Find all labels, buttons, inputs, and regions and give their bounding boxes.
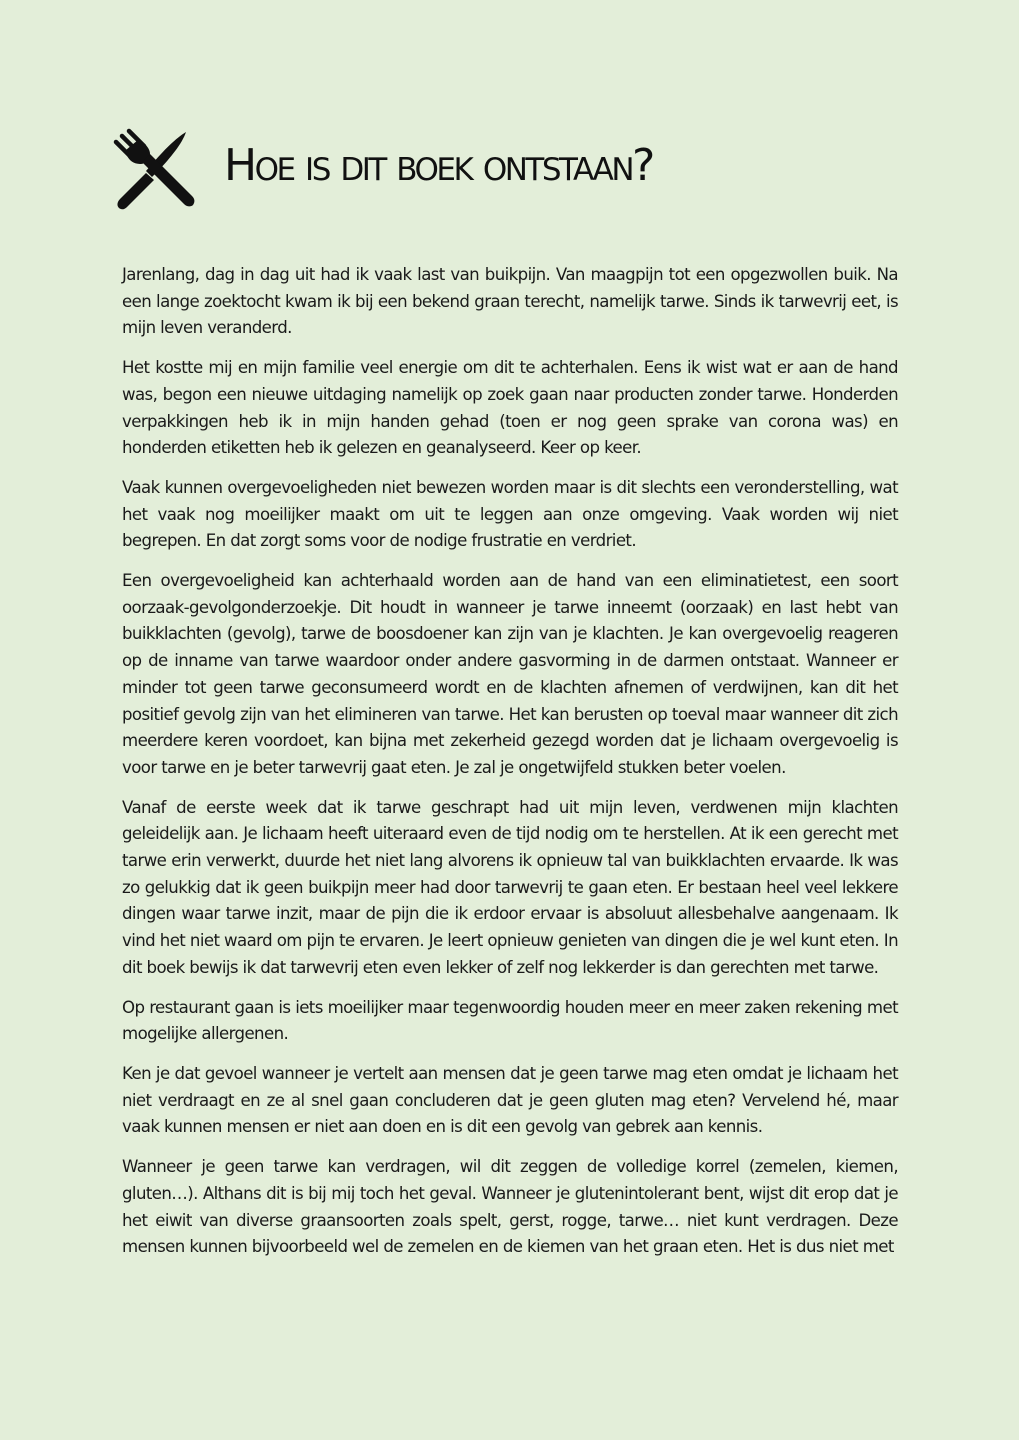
chapter-header <box>112 124 912 214</box>
paragraph: Jarenlang, dag in dag uit had ik vaak last van buikpijn. Van maagpijn tot een opgezwollen buik. Na een lange zoektocht kwam ik bij een bekend graan terecht, namelijk tarwe. Sinds ik tarwevrij eet, is mijn leven veranderd. <box>122 265 898 338</box>
paragraph: Wanneer je geen tarwe kan verdragen, wil dit zeggen de volledige korrel (zemelen, kiemen, gluten…). Althans dit is bij mij toch het geval. Wanneer je glutenintolerant bent, wijst dit erop dat je het eiwit van diverse graansoorten zoals spelt, gerst, rogge, tarwe… niet kunt verdragen. Deze mensen kunnen bijvoorbeeld wel de zemelen en de kiemen van het graan eten. Het is dus niet met <box>122 1157 898 1257</box>
paragraph: Het kostte mij en mijn familie veel energie om dit te achterhalen. Eens ik wist wat er aan de hand was, begon een nieuwe uitdaging namelijk op zoek gaan naar producten zonder tarwe. Honderden verpakkingen heb ik in mijn handen gehad (toen er nog geen sprake van corona was) en honderden etiketten heb ik gelezen en geanalyseerd. Keer op keer. <box>122 358 898 458</box>
paragraph: Een overgevoeligheid kan achterhaald worden aan de hand van een eliminatietest, een soort oorzaak-gevolgonderzoekje. Dit houdt in wanneer je tarwe inneemt (oorzaak) en last hebt van buikklachten (gevolg), tarwe de boosdoener kan zijn van je klachten. Je kan overgevoelig reageren op de inname van tarwe waardoor onder andere gasvorming in de darmen ontstaat. Wanneer er minder tot geen tarwe geconsumeerd wordt en de klachten afnemen of verdwijnen, kan dit het positief gevolg zijn van het elimineren van tarwe. Het kan berusten op toeval maar wanneer dit zich meerdere keren voordoet, kan bijna met zekerheid gezegd worden dat je lichaam overgevoelig is voor tarwe en je beter tarwevrij gaat eten. Je zal je ongetwijfeld stukken beter voelen. <box>122 571 898 777</box>
paragraph: Vaak kunnen overgevoeligheden niet bewezen worden maar is dit slechts een veronderstelling, wat het vaak nog moeilijker maakt om uit te leggen aan onze omgeving. Vaak worden wij niet begrepen. En dat zorgt soms voor de nodige frustratie en verdriet. <box>122 477 898 551</box>
paragraph: Op restaurant gaan is iets moeilijker maar tegenwoordig houden meer en meer zaken rekening met mogelijke allergenen. <box>122 997 898 1044</box>
page-title: Hoe is dit boek ontstaan? <box>224 140 653 191</box>
fork-knife-icon <box>112 128 198 214</box>
body-text <box>122 262 898 1274</box>
paragraph: Ken je dat gevoel wanneer je vertelt aan mensen dat je geen tarwe mag eten omdat je lichaam het niet verdraagt en ze al snel gaan concluderen dat je geen gluten mag eten? Vervelend hé, maar vaak kunnen mensen er niet aan doen en is dit een gevolg van gebrek aan kennis. <box>122 1063 898 1137</box>
paragraph: Vanaf de eerste week dat ik tarwe geschrapt had uit mijn leven, verdwenen mijn klachten geleidelijk aan. Je lichaam heeft uiteraard even de tijd nodig om te herstellen. At ik een gerecht met tarwe erin verwerkt, duurde het niet lang alvorens ik opnieuw tal van buikklachten ervaarde. Ik was zo gelukkig dat ik geen buikpijn meer had door tarwevrij te gaan eten. Er bestaan heel veel lekkere dingen waar tarwe inzit, maar de pijn die ik erdoor ervaar is absoluut allesbehalve aangenaam. Ik vind het niet waard om pijn te ervaren. Je leert opnieuw genieten van dingen die je wel kunt eten. In dit boek bewijs ik dat tarwevrij eten even lekker of zelf nog lekkerder is dan gerechten met tarwe. <box>122 797 898 977</box>
